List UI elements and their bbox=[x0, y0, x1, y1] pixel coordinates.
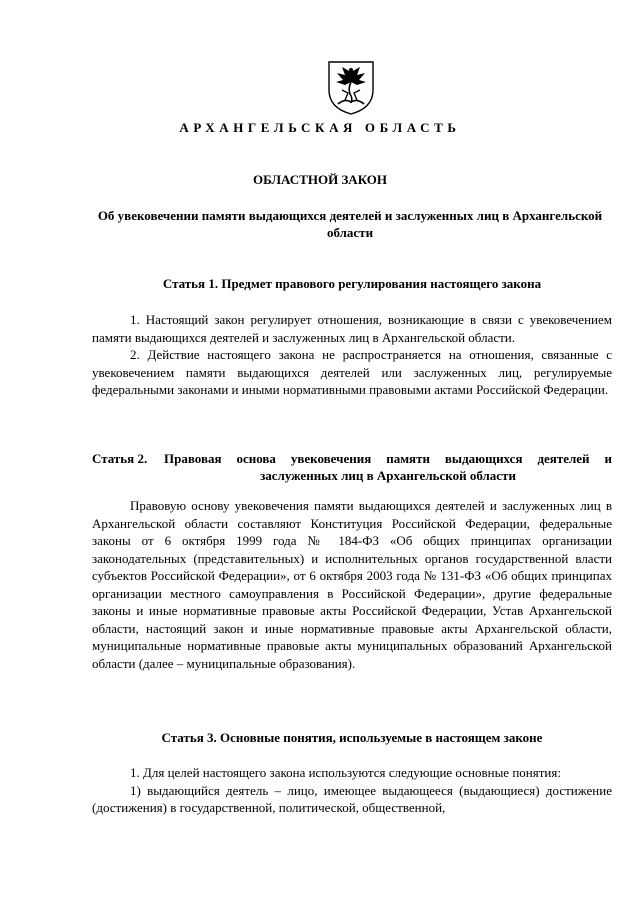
article-2-body bbox=[92, 497, 612, 672]
article-3-title: Основные понятия, используемые в настоящем законе bbox=[220, 730, 543, 745]
article-2-heading bbox=[92, 450, 612, 484]
article-1-title: Предмет правового регулирования настоящего закона bbox=[221, 276, 542, 291]
article-3-body bbox=[92, 764, 612, 817]
law-type: ОБЛАСТНОЙ ЗАКОН bbox=[252, 172, 388, 187]
article-2-number: Статья 2. bbox=[92, 451, 148, 466]
article-3-paragraph-2: 1) выдающийся деятель – лицо, имеющее выдающееся (выдающиеся) достижение (достижения) в государственной, политической, общественной, bbox=[92, 782, 612, 815]
article-2-paragraph-1: Правовую основу увековечения памяти выдающихся деятелей и заслуженных лиц в Архангельской области составляют Конституция Российской Федерации, федеральные законы от 6 октября 1999 года № 184-ФЗ «Об общих принципах организации законодательных (представительных) и исполнительных органов государственной власти субъектов Российской Федерации», от 6 октября 2003 года № 131-ФЗ «Об общих принципах организации местного самоуправления в Российской Федерации», другие федеральные законы и иные нормативные правовые акты Российской Федерации, Устав Архангельской области, настоящий закон и иные нормативные правовые акты Архангельской области, муниципальные нормативные правовые акты муниципальных образований Архангельской области (далее – муниципальные образования). bbox=[92, 498, 612, 671]
article-2-title: Правовая основа увековечения памяти выдающихся деятелей и заслуженных лиц в Архангельской области bbox=[164, 451, 612, 483]
article-3-heading bbox=[92, 729, 612, 746]
article-1-heading bbox=[92, 275, 612, 292]
article-3-paragraph-1: 1. Для целей настоящего закона используются следующие основные понятия: bbox=[130, 765, 561, 780]
article-1-paragraph-2: 2. Действие настоящего закона не распространяется на отношения, связанные с увековечением памяти выдающихся деятелей или заслуженных лиц, регулируемые федеральными законами и иными нормативными правовыми актами Российской Федерации. bbox=[92, 347, 612, 397]
article-1-body bbox=[92, 311, 612, 399]
arkhangelsk-coat-of-arms-icon bbox=[326, 60, 376, 116]
article-3-number: Статья 3. bbox=[161, 730, 217, 745]
law-title: Об увековечении памяти выдающихся деятелей и заслуженных лиц в Архангельской области bbox=[97, 208, 603, 240]
article-1-number: Статья 1. bbox=[162, 276, 219, 291]
region-name: АРХАНГЕЛЬСКАЯ ОБЛАСТЬ bbox=[179, 120, 461, 135]
article-1-paragraph-1: 1. Настоящий закон регулирует отношения, возникающие в связи с увековечением памяти выдающихся деятелей и заслуженных лиц в Архангельской области. bbox=[92, 312, 612, 345]
